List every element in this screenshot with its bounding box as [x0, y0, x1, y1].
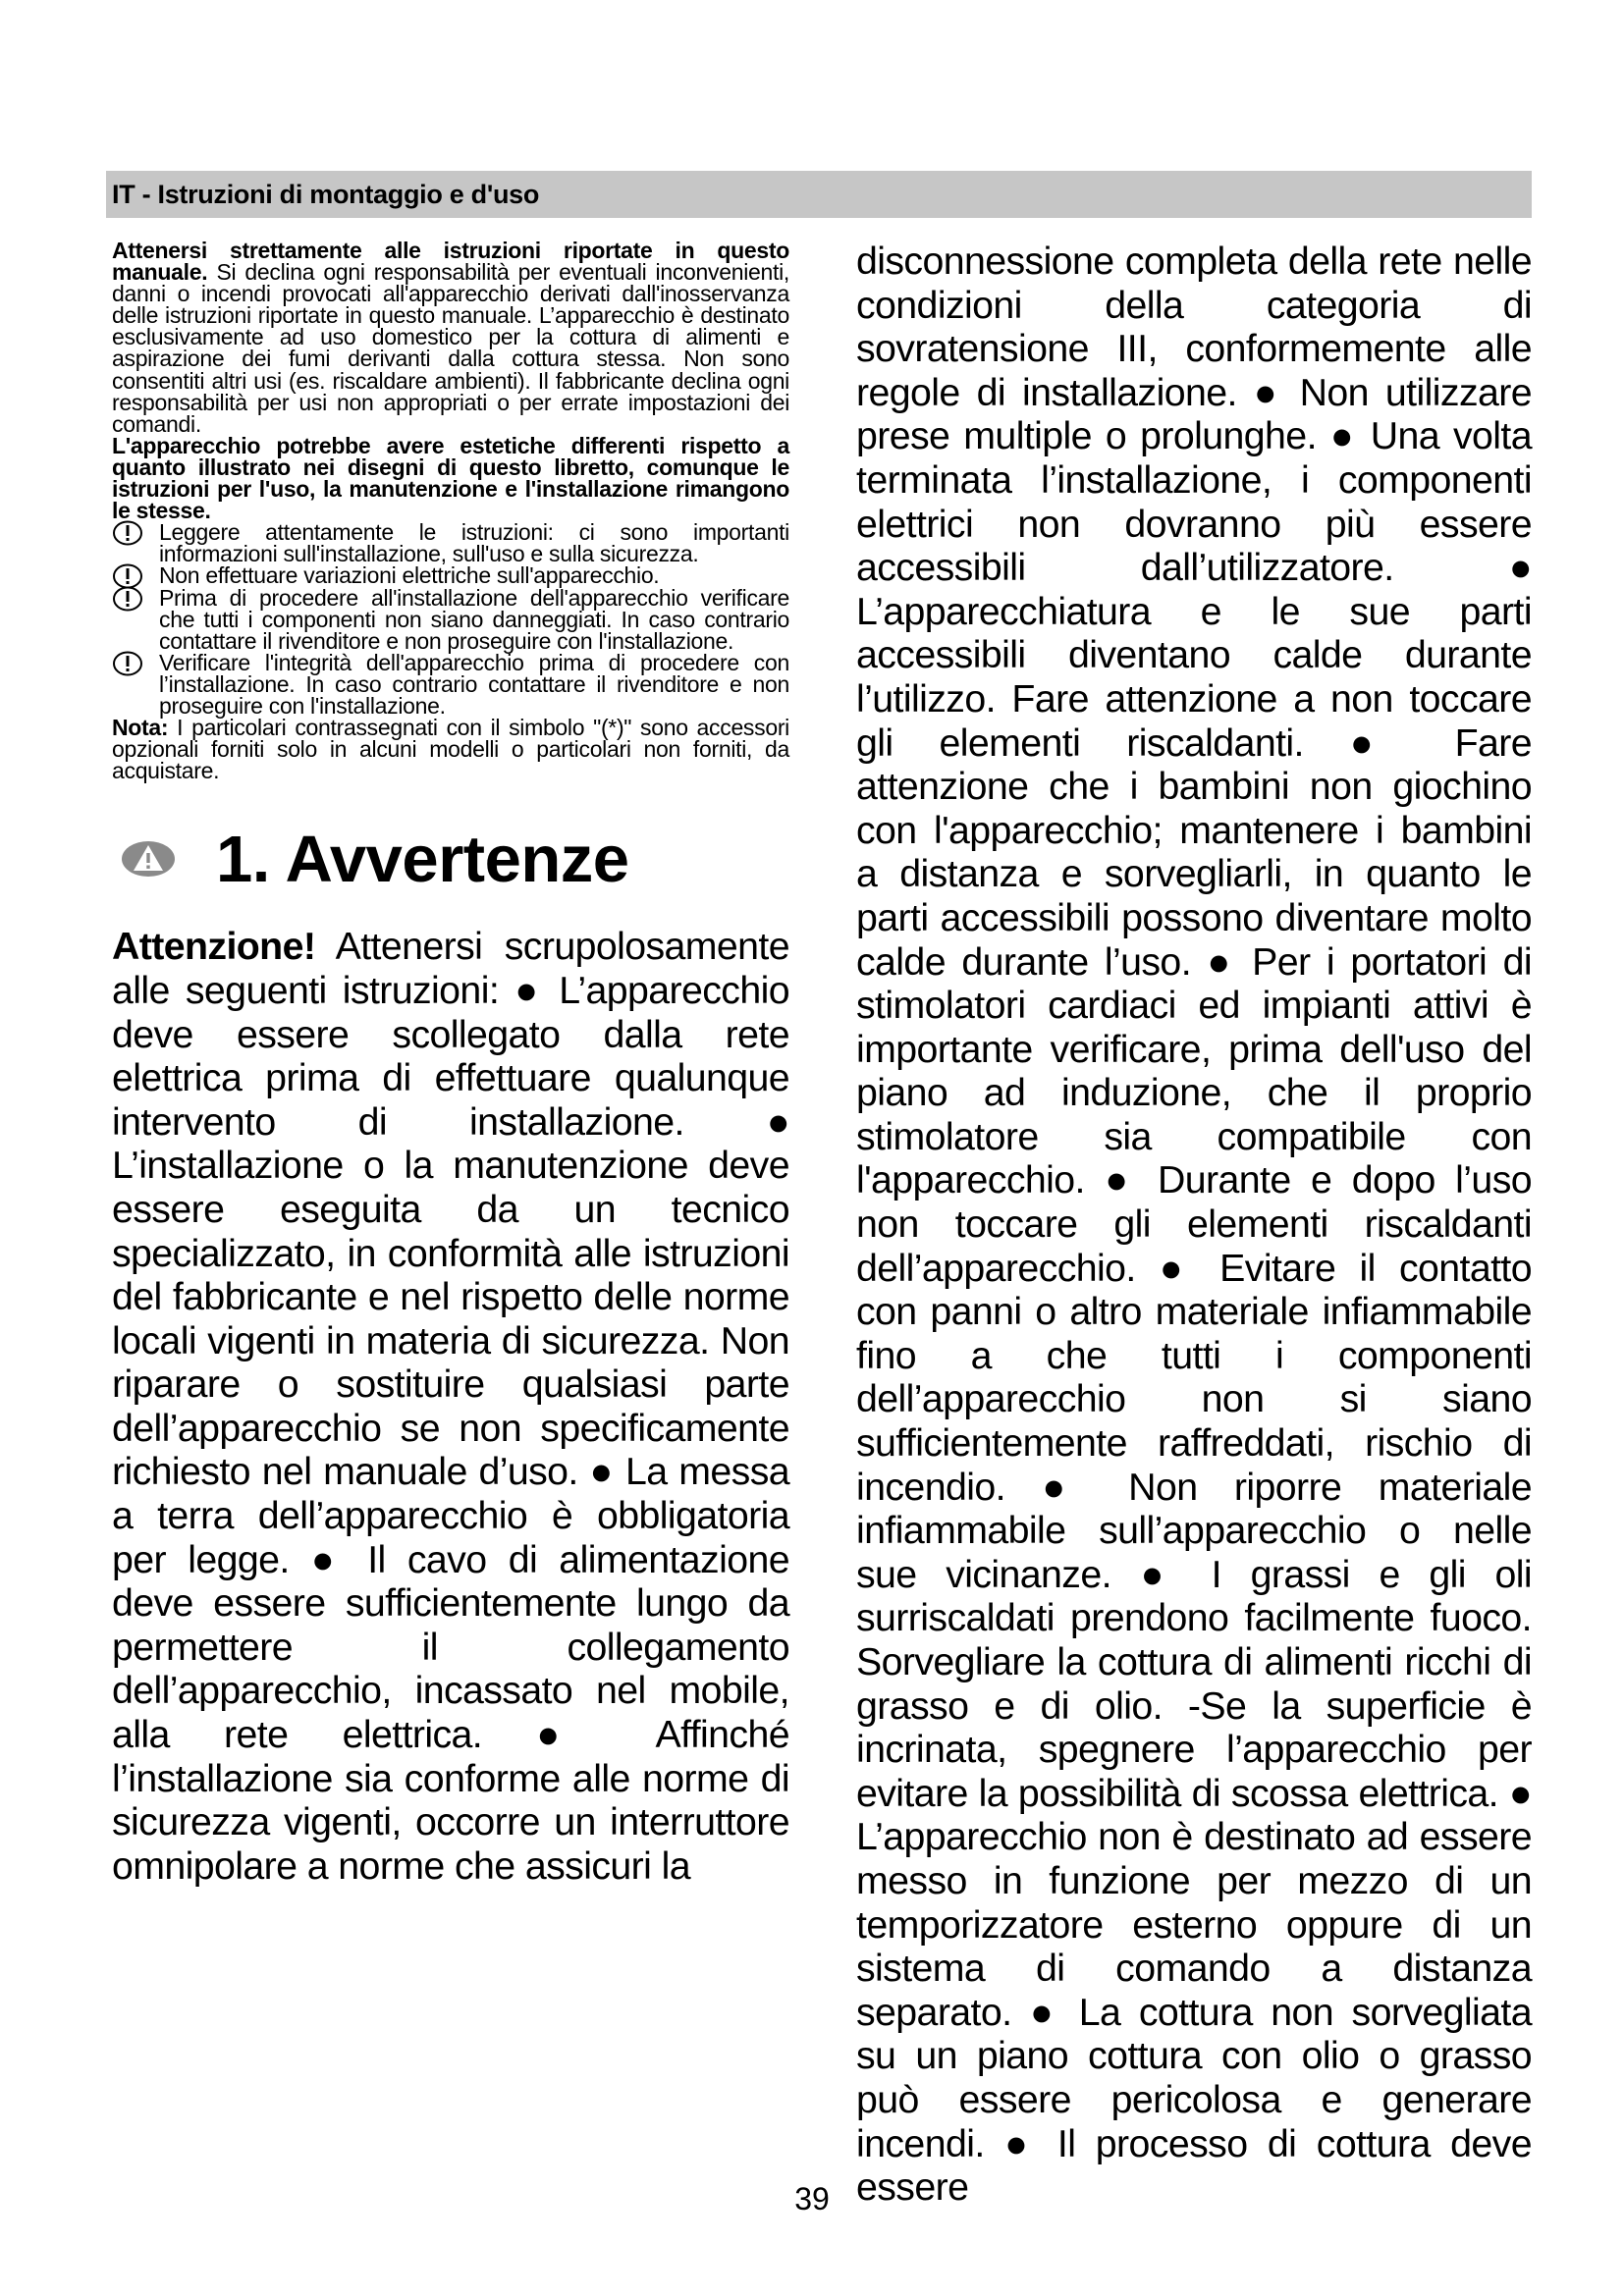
info-circle-icon — [112, 520, 143, 546]
note-item — [112, 649, 789, 719]
warning-text-left — [112, 925, 789, 1888]
note-text: Verificare l'integrità dell'apparecchio prima di procedere con l’installazione. In caso contrario contattare il rivenditore e non proseguire con l'installazione. — [159, 649, 789, 719]
note-item — [112, 519, 789, 567]
intro-bold-lead: Attenersi strettamente alle istruzioni riportate in questo manuale. — [112, 238, 789, 286]
right-column — [856, 240, 1532, 2210]
warning-lead: Attenzione! — [112, 925, 316, 969]
section-header-bar: IT - Istruzioni di montaggio e d'uso — [106, 171, 1532, 218]
note-item — [112, 562, 789, 589]
warning-triangle-icon — [120, 839, 177, 879]
note-text: Non effettuare variazioni elettriche sull'apparecchio. — [159, 562, 660, 589]
intro-text: Si declina ogni responsabilità per eventuali inconvenienti, danni o incendi provocati all'apparecchio derivati dall'inosservanza delle istruzioni riportate in questo manuale. L’apparecchio è destinato esclusivamente ad uso domestico per la cottura di alimenti e aspirazione dei fumi derivanti dalla cottura stessa. Non sono consentiti altri usi (es. riscaldare ambienti). Il fabbricante declina ogni responsabilità per usi non appropriati o per errate impostazioni dei comandi. — [112, 259, 790, 437]
note-text: Leggere attentamente le istruzioni: ci sono importanti informazioni sull'installazione, sull'uso e sulla sicurezza. — [159, 519, 789, 567]
intro-bold-notice: L'apparecchio potrebbe avere estetiche differenti rispetto a quanto illustrato nei disegni di questo libretto, comunque le istruzioni per l'uso, la manutenzione e l'installazione rimangono le stesse. — [112, 432, 789, 524]
info-circle-icon — [112, 651, 143, 676]
nota-paragraph — [112, 715, 789, 784]
page-number: 39 — [794, 2181, 830, 2216]
section-title: 1. Avvertenze — [216, 822, 629, 896]
note-text: Prima di procedere all'installazione dell'apparecchio verificare che tutti i componenti non siano danneggiati. In caso contrario contattare il rivenditore e non proseguire con l'installazione. — [159, 584, 789, 654]
warning-body-left: Attenersi scrupolosamente alle seguenti istruzioni: ● L’apparecchio deve essere scollegato dalla rete elettrica prima di effettuare qualunque intervento di installazione. ● L’installazione o la manutenzione deve essere eseguita da un tecnico specializzato, in conformità alle istruzioni del fabbricante e nel rispetto delle norme locali vigenti in materia di sicurezza. Non riparare o sostituire qualsiasi parte dell’apparecchio se non specificamente richiesto nel manuale d’uso. ● La messa a terra dell’apparecchio è obbligatoria per legge. ● Il cavo di alimentazione deve essere sufficientemente lungo da permettere il collegamento dell’apparecchio, incassato nel mobile, alla rete elettrica. ● Affinché l’installazione sia conforme alle norme di sicurezza vigenti, occorre un interruttore omnipolare a norme che assicuri la — [112, 925, 789, 1888]
notes-list — [112, 519, 789, 784]
left-column — [112, 240, 789, 1888]
intro-paragraph — [112, 240, 789, 435]
intro-block — [112, 238, 790, 524]
nota-text: I particolari contrassegnati con il simbolo "(*)" sono accessori opzionali forniti solo in alcuni modelli o particolari non forniti, da acquistare. — [112, 715, 789, 784]
note-item — [112, 584, 789, 654]
warning-text-right: disconnessione completa della rete nelle condizioni della categoria di sovratensione III, conformemente alle regole di installazione. ● Non utilizzare prese multiple o prolunghe. ● Una volta terminata l’installazione, i componenti elettrici non dovranno più essere accessibili dall’utilizzatore. ● L’apparecchiatura e le sue parti accessibili diventano calde durante l’utilizzo. Fare attenzione a non toccare gli elementi riscaldanti. ● Fare attenzione che i bambini non giochino con l'apparecchio; mantenere i bambini a distanza e sorvegliarli, in quanto le parti accessibili possono diventare molto calde durante l’uso. ● Per i portatori di stimolatori cardiaci ed impianti attivi è importante verificare, prima dell'uso del piano ad induzione, che il proprio stimolatore sia compatibile con l'apparecchio. ● Durante e dopo l’uso non toccare gli elementi riscaldanti dell’apparecchio. ● Evitare il contatto con panni o altro materiale infiammabile fino a che tutti i componenti dell’apparecchio non si siano sufficientemente raffreddati, rischio di incendio. ● Non riporre materiale infiammabile sull’apparecchio o nelle sue vicinanze. ● I grassi e gli oli surriscaldati prendono facilmente fuoco. Sorvegliare la cottura di alimenti ricchi di grasso e di olio. -Se la superficie è incrinata, spegnere l’apparecchio per evitare la possibilità di scossa elettrica. ● L’apparecchio non è destinato ad essere messo in funzione per mezzo di un temporizzatore esterno oppure di un sistema di comando a distanza separato. ● La cottura non sorvegliata su un piano cottura con olio o grasso può essere pericolosa e generare incendi. ● Il processo di cottura deve essere — [856, 240, 1532, 2210]
section-heading — [112, 821, 789, 897]
nota-label: Nota: — [112, 715, 169, 741]
info-circle-icon — [112, 586, 143, 612]
